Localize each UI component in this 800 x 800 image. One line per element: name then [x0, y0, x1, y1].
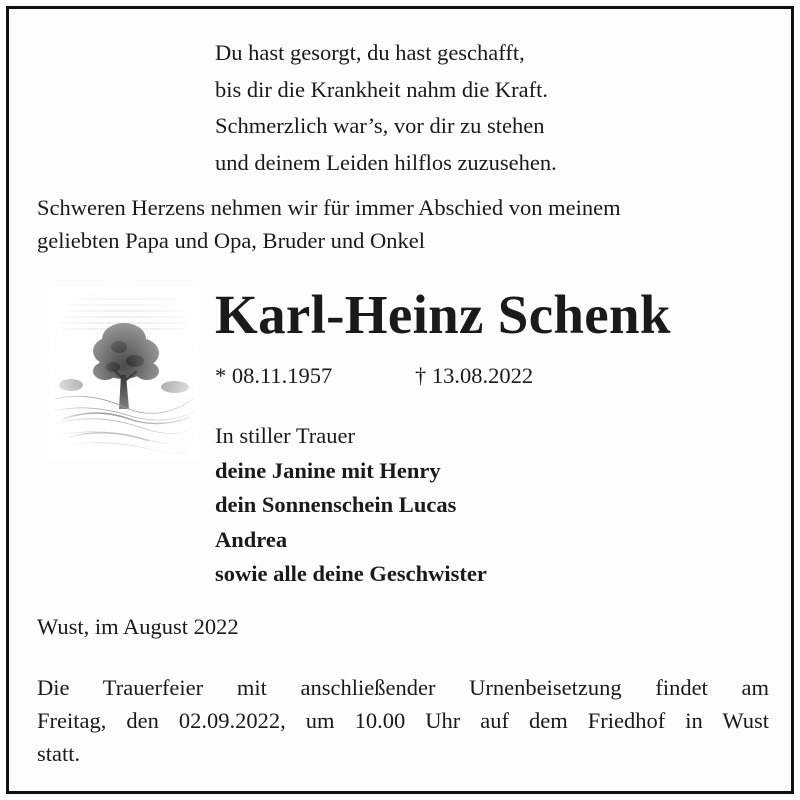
funeral-line: Die Trauerfeier mit anschließender Urnenbeisetzung findet am: [37, 675, 769, 700]
place-and-date: Wust, im August 2022: [37, 614, 239, 639]
mourning-phrase: In stiller Trauer: [215, 423, 355, 448]
mourner-name: Andrea: [215, 526, 288, 552]
funeral-notice: [37, 671, 769, 770]
intro-line: geliebten Papa und Opa, Bruder und Onkel: [37, 228, 426, 253]
mourners-block: [215, 419, 487, 592]
poem-line: bis dir die Krankheit nahm die Kraft.: [215, 76, 549, 102]
deceased-name: Karl-Heinz Schenk: [215, 284, 671, 345]
mourner-name: deine Janine mit Henry: [215, 457, 441, 483]
farewell-intro: [37, 191, 772, 257]
obituary-notice: [6, 6, 794, 794]
funeral-line: Freitag, den 02.09.2022, um 10.00 Uhr auf dem Friedhof in Wust: [37, 708, 769, 733]
funeral-line: statt.: [37, 741, 81, 766]
death-date: † 13.08.2022: [415, 363, 534, 388]
poem-line: Du hast gesorgt, du hast geschafft,: [215, 40, 525, 65]
tree-landscape-illustration: [49, 287, 199, 462]
mourner-name: dein Sonnenschein Lucas: [215, 492, 457, 517]
intro-line: Schweren Herzens nehmen wir für immer Abschied von meinem: [37, 195, 621, 220]
birth-date: * 08.11.1957: [215, 363, 333, 388]
mourner-name: sowie alle deine Geschwister: [215, 561, 487, 586]
poem-line: und deinem Leiden hilflos zuzusehen.: [215, 149, 557, 175]
memorial-poem: [215, 35, 557, 181]
poem-line: Schmerzlich war’s, vor dir zu stehen: [215, 113, 545, 138]
life-dates: [215, 361, 534, 391]
